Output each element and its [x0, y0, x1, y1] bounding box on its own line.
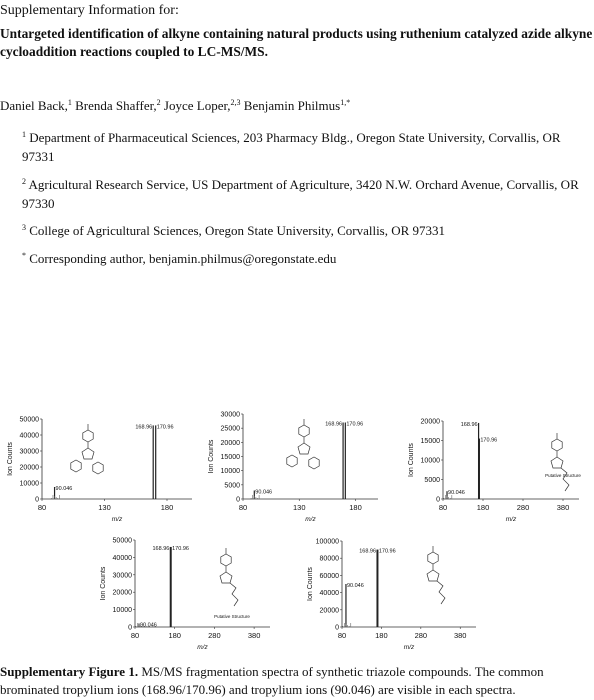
spectrum-panel: [100, 538, 270, 652]
triazole-ring: [551, 457, 563, 468]
affiliation: [22, 218, 592, 240]
benzene-ring: [221, 554, 231, 566]
alkyl-chain: [437, 581, 445, 604]
phenyl-ring: [71, 460, 81, 472]
phenyl-ring: [93, 462, 103, 474]
affiliation-mark: *: [22, 251, 26, 260]
x-tick-label: 180: [168, 631, 181, 640]
x-tick-label: 280: [516, 503, 530, 512]
y-tick-label: 40000: [112, 554, 132, 562]
benzene-ring: [552, 439, 562, 451]
author-name: Benjamin Philmus: [243, 98, 341, 113]
author-affiliation-mark: 2: [156, 98, 161, 107]
y-tick-label: 10000: [112, 607, 132, 615]
affiliation: [22, 125, 592, 166]
peak-label: 170.96: [156, 424, 174, 431]
x-tick-label: 180: [375, 631, 388, 640]
author-name: Brenda Shaffer,: [75, 98, 157, 113]
supplementary-heading: Supplementary Information for:: [0, 3, 179, 18]
affiliation-mark: 3: [22, 223, 26, 232]
benzene-ring: [83, 430, 93, 442]
affiliation-mark: 1: [22, 130, 26, 139]
alkyl-chain: [230, 583, 238, 606]
x-tick-label: 180: [349, 503, 362, 512]
author-affiliation-mark: 1,*: [340, 98, 351, 107]
y-tick-label: 100000: [315, 538, 339, 546]
caption-label: Supplementary Figure 1.: [0, 664, 139, 679]
peak-label: 170.96: [378, 548, 396, 555]
y-tick-label: 60000: [319, 572, 339, 580]
y-tick-label: 40000: [319, 590, 339, 598]
chemical-structure: [220, 548, 238, 606]
y-tick-label: 0: [128, 624, 132, 632]
chemical-structure: [427, 546, 445, 604]
y-tick-label: 40000: [19, 432, 39, 440]
x-tick-label: 180: [160, 503, 174, 512]
author-list: [0, 98, 350, 114]
y-tick-label: 30000: [112, 572, 132, 580]
x-tick-label: 380: [556, 503, 570, 512]
author-affiliation-mark: 2,3: [230, 98, 241, 107]
benzene-ring: [428, 552, 438, 564]
structure-caption: Putative Structure: [545, 473, 581, 478]
y-tick-label: 20000: [319, 607, 339, 615]
peak-label: 168.96: [325, 421, 343, 428]
y-tick-label: 50000: [19, 416, 39, 424]
y-tick-label: 10000: [220, 468, 240, 476]
y-tick-label: 20000: [420, 418, 440, 426]
x-tick-label: 80: [37, 503, 47, 512]
y-tick-label: 0: [236, 496, 240, 504]
y-tick-label: 0: [436, 496, 440, 504]
peak-label: 90.046: [139, 622, 157, 629]
y-tick-label: 50000: [112, 537, 132, 545]
x-tick-label: 130: [98, 503, 111, 512]
author-name: Daniel Back,: [0, 98, 68, 113]
x-tick-label: 80: [238, 503, 248, 512]
affiliation-text: College of Agricultural Sciences, Oregon State University, Corvallis, OR 97331: [29, 223, 446, 238]
y-tick-label: 15000: [420, 438, 440, 445]
y-tick-label: 25000: [220, 425, 240, 433]
structure-caption: Putative Structure: [214, 614, 250, 619]
peak-label: 90.046: [255, 489, 273, 496]
y-tick-label: 80000: [319, 555, 339, 563]
triazole-ring: [298, 443, 310, 454]
y-axis-title: Ion Counts: [408, 443, 415, 477]
spectrum-panel: [7, 417, 192, 524]
spectrum-panel: [307, 539, 476, 652]
peak-label: 90.046: [346, 583, 364, 589]
x-tick-label: 380: [247, 631, 261, 640]
chemical-structure: [287, 419, 319, 469]
x-tick-label: 80: [130, 631, 140, 640]
y-tick-label: 20000: [19, 464, 39, 472]
peak-label: 90.046: [448, 490, 465, 497]
y-tick-label: 30000: [19, 448, 39, 456]
peak-label: 90.046: [55, 486, 73, 492]
affiliation-text: Corresponding author, benjamin.philmus@oregonstate.edu: [29, 251, 337, 266]
x-tick-label: 80: [438, 503, 448, 512]
peak-label: 168.96: [460, 421, 478, 428]
y-axis-title: Ion Counts: [208, 439, 215, 474]
y-tick-label: 5000: [424, 477, 440, 484]
x-tick-label: 280: [208, 631, 221, 640]
x-axis-title: m/z: [305, 516, 316, 523]
y-tick-label: 10000: [19, 480, 39, 488]
x-tick-label: 380: [453, 631, 467, 640]
benzene-ring: [299, 425, 309, 437]
x-axis-title: m/z: [197, 644, 208, 651]
y-tick-label: 0: [335, 624, 339, 632]
x-axis-title: m/z: [403, 644, 415, 651]
paper-title: Untargeted identification of alkyne containing natural products using ruthenium catalyzed azide alkyne cycloaddition reactions coupled to LC-MS/MS.: [0, 26, 593, 59]
affiliation: [22, 246, 592, 268]
x-axis-title: m/z: [111, 516, 123, 523]
x-axis-title: m/z: [505, 516, 517, 523]
triazole-ring: [220, 572, 232, 583]
author-affiliation-mark: 1: [67, 98, 72, 107]
phenyl-ring: [309, 457, 319, 469]
caption-text: MS/MS fragmentation spectra of synthetic triazole compounds. The common brominated tropylium ions (168.96/170.96) and tropylium ions (90.046) are visible in each spectra.: [0, 664, 544, 697]
chemical-structure: [551, 433, 569, 491]
affiliation-text: Agricultural Research Service, US Department of Agriculture, 3420 N.W. Orchard Avenue, Corvallis, OR 97330: [22, 177, 579, 211]
y-tick-label: 0: [35, 496, 39, 504]
chemical-structure: [71, 424, 103, 474]
peak-label: 168.96: [359, 548, 377, 555]
y-tick-label: 10000: [420, 457, 440, 465]
peak-label: 170.96: [172, 545, 189, 552]
y-tick-label: 20000: [220, 439, 240, 447]
peak-label: 170.96: [480, 437, 498, 444]
spectrum-panel: [408, 419, 581, 524]
triazole-ring: [427, 570, 439, 581]
y-axis-title: Ion Counts: [7, 442, 14, 476]
affiliation-text: Department of Pharmaceutical Sciences, 203 Pharmacy Bldg., Oregon State University, Corvallis, OR 97331: [22, 130, 561, 164]
x-tick-label: 180: [476, 503, 490, 512]
y-axis-title: Ion Counts: [307, 567, 314, 601]
x-tick-label: 280: [414, 631, 428, 640]
x-tick-label: 130: [292, 503, 306, 512]
y-tick-label: 15000: [220, 454, 240, 461]
y-tick-label: 5000: [224, 482, 240, 490]
triazole-ring: [82, 448, 94, 459]
spectrum-panel: [208, 412, 378, 524]
y-tick-label: 20000: [112, 589, 132, 597]
figure-caption: [0, 663, 594, 699]
peak-label: 168.96: [152, 545, 170, 552]
y-tick-label: 30000: [220, 411, 240, 419]
phenyl-ring: [287, 455, 297, 467]
alkyl-chain: [561, 468, 569, 491]
affiliation: [22, 172, 592, 213]
y-axis-title: Ion Counts: [100, 566, 107, 601]
peak-label: 168.96: [135, 424, 153, 431]
author-name: Joyce Loper,: [163, 98, 231, 113]
x-tick-label: 80: [337, 631, 347, 640]
affiliation-mark: 2: [22, 177, 26, 186]
peak-label: 170.96: [346, 421, 364, 428]
